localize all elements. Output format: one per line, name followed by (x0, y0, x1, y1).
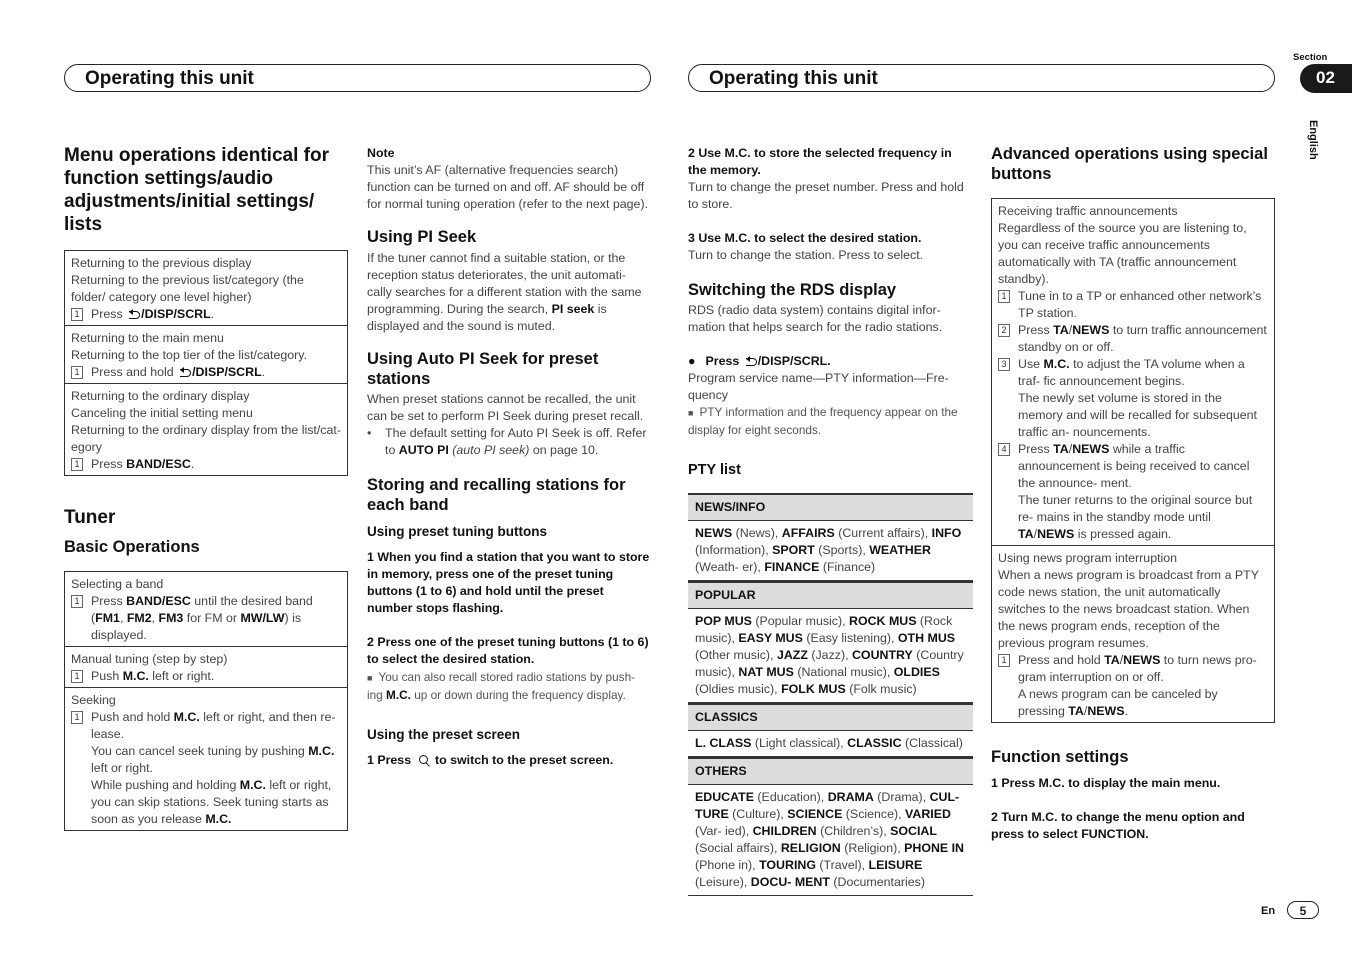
pty-description: (Leisure), (695, 875, 751, 889)
section-label: Section (1293, 52, 1328, 63)
pty-category-items (688, 785, 973, 896)
back-icon (126, 310, 140, 319)
pty-code: CHILDREN (752, 824, 817, 838)
cell-text: Regardless of the source you are listening to, you can receive traffic announcements automatically with TA (traffic announcement standby). (998, 221, 1247, 286)
pty-category-header: POPULAR (688, 581, 973, 609)
table-cell (65, 326, 347, 384)
step-text: Press and hold (91, 365, 178, 379)
column-2 (367, 145, 651, 769)
pty-code: TOURING (759, 858, 816, 872)
pty-description: (Weath- er), (695, 560, 765, 574)
pty-description: (News), (732, 526, 782, 540)
pty-description: (Drama), (873, 790, 930, 804)
t: Press (1018, 442, 1054, 456)
pty-category-header: OTHERS (688, 757, 973, 785)
back-icon (743, 357, 757, 366)
b: BAND/ESC (126, 594, 191, 608)
pty-description: (Children’s), (816, 824, 891, 838)
step-number: 1 (71, 670, 83, 683)
b: M.C. (173, 710, 200, 724)
step-number: 1 (71, 458, 83, 471)
step-note (71, 743, 341, 777)
store-step-3-text: Turn to change the station. Press to select. (688, 248, 924, 262)
table-cell (992, 546, 1274, 722)
pty-category-header: NEWS/INFO (688, 493, 973, 521)
pty-code: NAT MUS (738, 665, 794, 679)
menu-operations-heading: Menu operations identical for function settings/audio adjustments/initial settings/ lists (64, 145, 329, 235)
t: You can cancel seek tuning by pushing (91, 744, 309, 758)
t: is pressed again. (1074, 527, 1172, 541)
function-step-1: 1 Press M.C. to display the main menu. (991, 776, 1221, 790)
note-label: Note (367, 146, 395, 160)
preset-step-2-note: ■ You can also recall stored radio stations by push- ing M.C. up or down during the frequency display. (367, 670, 636, 702)
b: MW/LW (240, 611, 285, 625)
cell-title: Seeking (71, 693, 116, 707)
step (71, 456, 341, 473)
search-icon (419, 755, 428, 764)
preset-buttons-subheading: Using preset tuning buttons (367, 524, 547, 539)
b: M.C. (239, 778, 266, 792)
table-cell (65, 647, 347, 688)
t: , (151, 611, 159, 625)
b: NEWS (1087, 704, 1125, 718)
t: , (119, 611, 127, 625)
t: Press and hold (1018, 653, 1105, 667)
t: left or right. (148, 669, 215, 683)
step-number: 1 (71, 711, 83, 724)
cell-text: Returning to the top tier of the list/category. (71, 348, 308, 362)
pty-description: (Travel), (815, 858, 869, 872)
pty-code: EDUCATE (695, 790, 754, 804)
pty-description: (Information), (695, 543, 773, 557)
step-number: 1 (71, 366, 83, 379)
pty-code: RELIGION (780, 841, 841, 855)
t: to turn news pro- gram interruption on or off. (1018, 653, 1257, 684)
page-number: 5 (1287, 901, 1319, 919)
pty-code: SPORT (772, 543, 815, 557)
pty-description: (Rock music), (695, 614, 953, 645)
t: to adjust the TA volume when a traf- fic announcement begins. (1018, 357, 1245, 388)
step (71, 709, 341, 743)
t: A news program can be canceled by pressing (1018, 687, 1218, 718)
t: / (1033, 527, 1038, 541)
store-step-2: 2 Use M.C. to store the selected frequency in the memory. (688, 146, 952, 177)
b: M.C. (1043, 357, 1070, 371)
pty-list-table (688, 493, 973, 896)
b: AUTO PI (398, 443, 449, 457)
pty-description: (Documentaries) (829, 875, 925, 889)
right-section-header (688, 64, 1275, 92)
pty-code: VARIED (905, 807, 951, 821)
step-number: 4 (998, 443, 1010, 456)
pty-description: (Folk music) (845, 682, 917, 696)
step-note (71, 777, 341, 828)
function-step-2: 2 Turn M.C. to change the menu option and press to select FUNCTION. (991, 810, 1245, 841)
pty-description: (Light classical), (751, 736, 848, 750)
t: While pushing and holding (91, 778, 240, 792)
pty-code: SCIENCE (787, 807, 843, 821)
pty-description: (Culture), (728, 807, 788, 821)
pty-description: (Education), (753, 790, 828, 804)
step-text-end: . (190, 457, 195, 471)
t: Push and hold (91, 710, 174, 724)
column-4 (991, 144, 1275, 843)
t: left or right, and then re- lease. (91, 710, 336, 741)
cell-title: Returning to the previous display (71, 256, 252, 270)
t: / (1068, 442, 1073, 456)
step-note (998, 492, 1268, 543)
b: FM3 (158, 611, 184, 625)
basic-operations-heading: Basic Operations (64, 538, 200, 556)
table-cell (65, 384, 347, 475)
preset-step-1: 1 When you find a station that you want to store in memory, press one of the preset tuning buttons (1 to 6) and hold until the preset number stops flashing. (367, 550, 650, 615)
t: / (1083, 704, 1088, 718)
rds-note: ■ PTY information and the frequency appear on the display for eight seconds. (688, 405, 958, 437)
pty-category-header: CLASSICS (688, 703, 973, 731)
step-number: 1 (998, 290, 1010, 303)
t: 1 Press (367, 753, 415, 767)
cell-title: Using news program interruption (998, 551, 1178, 565)
pty-category-items (688, 609, 973, 703)
pty-description: (Oldies music), (695, 682, 782, 696)
t: The tuner returns to the original source but re- mains in the standby mode until (1018, 493, 1253, 524)
pty-category-items (688, 521, 973, 581)
pty-code: L. CLASS (695, 736, 752, 750)
step-number: 1 (71, 308, 83, 321)
step (71, 593, 341, 644)
cell-title: Selecting a band (71, 577, 164, 591)
cell-title: Receiving traffic announcements (998, 204, 1178, 218)
t: Press (91, 594, 127, 608)
pty-description: (Finance) (819, 560, 876, 574)
pty-description: (Country music), (695, 648, 964, 679)
pty-code: DRAMA (827, 790, 874, 804)
pty-code: FINANCE (764, 560, 820, 574)
right-header-title: Operating this unit (709, 68, 878, 89)
preset-screen-subheading: Using the preset screen (367, 727, 521, 742)
note-text: This unit’s AF (alternative frequencies search) function can be turned on and off. AF should be off for normal tuning operation (refer to the next page). (367, 163, 649, 211)
menu-operations-table (64, 250, 348, 476)
pty-code: POP MUS (695, 614, 752, 628)
step-number: 1 (71, 595, 83, 608)
pty-code: CLASSIC (847, 736, 902, 750)
pty-code: EASY MUS (738, 631, 803, 645)
b: NEWS (1072, 323, 1110, 337)
t: Press (1018, 323, 1054, 337)
pi-seek-heading: Using PI Seek (367, 228, 477, 246)
pty-code: DOCU- MENT (750, 875, 830, 889)
step-number: 3 (998, 358, 1010, 371)
t: is displayed and the sound is muted. (367, 302, 607, 333)
pty-description: (Easy listening), (802, 631, 898, 645)
auto-pi-seek-heading: Using Auto PI Seek for preset stations (367, 350, 599, 388)
step-note: The newly set volume is stored in the memory and will be recalled for subsequent traffic an- nouncements. (1018, 391, 1257, 439)
bullet: • The default setting for Auto PI Seek is off. Refer to AUTO PI (auto PI seek) on page 10. (367, 426, 647, 457)
step-note (998, 686, 1268, 720)
b: M.C. (308, 744, 335, 758)
store-step-3: 3 Use M.C. to select the desired station. (688, 231, 922, 245)
b: NEWS (1072, 442, 1110, 456)
advanced-operations-table (991, 198, 1275, 723)
t: If the tuner cannot find a suitable station, or the reception status deteriorates, the unit automati- cally searches for a different station with the same programming. During the search, (367, 251, 642, 316)
pi-seek-text (367, 250, 651, 335)
pty-code: PHONE IN (904, 841, 965, 855)
t: until the desired band ( (91, 594, 313, 625)
column-3 (688, 145, 973, 896)
button-name: /DISP/SCRL (141, 307, 211, 321)
t: . (1124, 704, 1128, 718)
cell-title: Manual tuning (step by step) (71, 652, 228, 666)
rds-heading: Switching the RDS display (688, 281, 897, 299)
t: while a traffic announcement is being received to cancel the announce- ment. (1018, 442, 1250, 490)
step-text: Press (91, 457, 127, 471)
pty-code: INFO (931, 526, 962, 540)
b: FM1 (95, 611, 120, 625)
b: NEWS (1037, 527, 1075, 541)
preset-screen-step (367, 752, 651, 769)
rds-step: ● Press /DISP/SCRL. (688, 354, 831, 368)
pty-code: ROCK MUS (849, 614, 917, 628)
section-number-tab: 02 (1300, 64, 1352, 93)
step-number: 2 (998, 324, 1010, 337)
t: / (1119, 653, 1124, 667)
t: up or down during the frequency display. (410, 688, 626, 702)
store-step-2-text: Turn to change the preset number. Press and hold to store. (688, 180, 964, 211)
footer-lang: En (1261, 905, 1276, 917)
pty-code: LEISURE (868, 858, 923, 872)
t: for FM or (183, 611, 241, 625)
step (998, 322, 1268, 356)
function-settings-heading: Function settings (991, 748, 1129, 766)
pty-description: (Sports), (814, 543, 870, 557)
t: Push (91, 669, 123, 683)
table-cell (992, 199, 1274, 546)
pty-code: SOCIAL (890, 824, 937, 838)
left-header-title: Operating this unit (85, 68, 254, 89)
rds-description: Program service name—PTY information—Fre- quency (688, 371, 949, 402)
back-icon (177, 368, 191, 377)
pty-code: OLDIES (893, 665, 940, 679)
b: M.C. (122, 669, 149, 683)
t: to switch to the preset screen. (431, 753, 614, 767)
t: left or right. (91, 761, 153, 775)
button-name: /DISP/SCRL (192, 365, 262, 379)
i: (auto PI seek) (448, 443, 530, 457)
step (998, 441, 1268, 492)
pty-code: CUL- TURE (695, 790, 960, 821)
step (71, 668, 341, 685)
b: NEWS (1123, 653, 1161, 667)
b: TA (1068, 704, 1084, 718)
table-cell (65, 688, 347, 830)
t: to turn traffic announcement standby on or off. (1018, 323, 1267, 354)
rds-text: RDS (radio data system) contains digital infor- mation that helps search for the radio stations. (688, 303, 943, 334)
step-text-end: . (210, 307, 215, 321)
step (998, 652, 1268, 686)
cell-text: Canceling the initial setting menu (71, 406, 253, 420)
tuner-heading: Tuner (64, 507, 116, 528)
pty-code: AFFAIRS (781, 526, 835, 540)
b: TA (1053, 442, 1069, 456)
t: Press (705, 354, 743, 368)
t: ) is displayed. (91, 611, 302, 642)
b: /DISP/SCRL. (757, 354, 831, 368)
pty-description: (Other music), (695, 648, 777, 662)
b: TA (1053, 323, 1069, 337)
pty-description: (Religion), (840, 841, 905, 855)
left-section-header (64, 64, 651, 92)
b: TA (1104, 653, 1120, 667)
step-text: Press (91, 307, 127, 321)
b: M.C. (386, 688, 411, 702)
cell-text: Returning to the previous list/category (the folder/ category one level higher) (71, 273, 304, 304)
t: Use (1018, 357, 1044, 371)
t: Tune in to a TP or enhanced other network’s TP station. (1018, 289, 1262, 320)
b: M.C. (205, 812, 232, 826)
basic-operations-table (64, 571, 348, 831)
step-text-end: . (261, 365, 266, 379)
t: on page 10. (529, 443, 599, 457)
advanced-operations-heading: Advanced operations using special buttons (991, 145, 1268, 183)
step (998, 356, 1268, 390)
b: TA (1018, 527, 1034, 541)
t: You can also recall stored radio stations by push- ing (367, 670, 636, 702)
pty-code: WEATHER (869, 543, 931, 557)
cell-text: Returning to the ordinary display from the list/cat- egory (71, 423, 341, 454)
auto-pi-seek-text: When preset stations cannot be recalled, the unit can be set to perform PI Seek during preset recall. (367, 392, 644, 423)
pty-description: (Current affairs), (834, 526, 932, 540)
step (71, 364, 341, 381)
b: PI seek (551, 302, 595, 316)
pty-description: (Jazz), (807, 648, 852, 662)
cell-title: Returning to the main menu (71, 331, 224, 345)
cell-text: When a news program is broadcast from a PTY code news station, the unit automatically switches to the news broadcast station. When the news program ends, reception of the previous program resumes. (998, 568, 1259, 650)
t: The default setting for Auto PI Seek is off. Refer to (385, 426, 647, 457)
preset-step-2: 2 Press one of the preset tuning buttons (1 to 6) to select the desired station. (367, 635, 649, 666)
storing-heading: Storing and recalling stations for each band (367, 476, 626, 514)
step-number: 1 (998, 654, 1010, 667)
table-cell (65, 251, 347, 326)
t: / (1068, 323, 1073, 337)
pty-code: OTH MUS (897, 631, 956, 645)
pty-category-items (688, 731, 973, 757)
t: left or right, you can skip stations. Seek tuning starts as soon as you release (91, 778, 332, 826)
pty-description: (Social affairs), (695, 841, 781, 855)
language-label: English (1307, 120, 1319, 160)
step (71, 306, 341, 323)
pty-description: (Classical) (901, 736, 963, 750)
cell-title: Returning to the ordinary display (71, 389, 250, 403)
button-name: BAND/ESC (126, 457, 191, 471)
pty-code: FOLK MUS (781, 682, 846, 696)
t: PTY information and the frequency appear on the display for eight seconds. (688, 405, 958, 437)
step (998, 288, 1268, 322)
pty-description: (Phone in), (695, 858, 760, 872)
pty-code: COUNTRY (851, 648, 913, 662)
pty-description: (Var- ied), (695, 824, 753, 838)
pty-description: (National music), (793, 665, 894, 679)
table-cell (65, 572, 347, 647)
pty-code: JAZZ (776, 648, 808, 662)
pty-description: (Popular music), (751, 614, 850, 628)
column-1 (64, 144, 348, 831)
b: FM2 (126, 611, 152, 625)
pty-code: NEWS (695, 526, 733, 540)
pty-list-heading: PTY list (688, 462, 741, 478)
pty-description: (Science), (842, 807, 906, 821)
